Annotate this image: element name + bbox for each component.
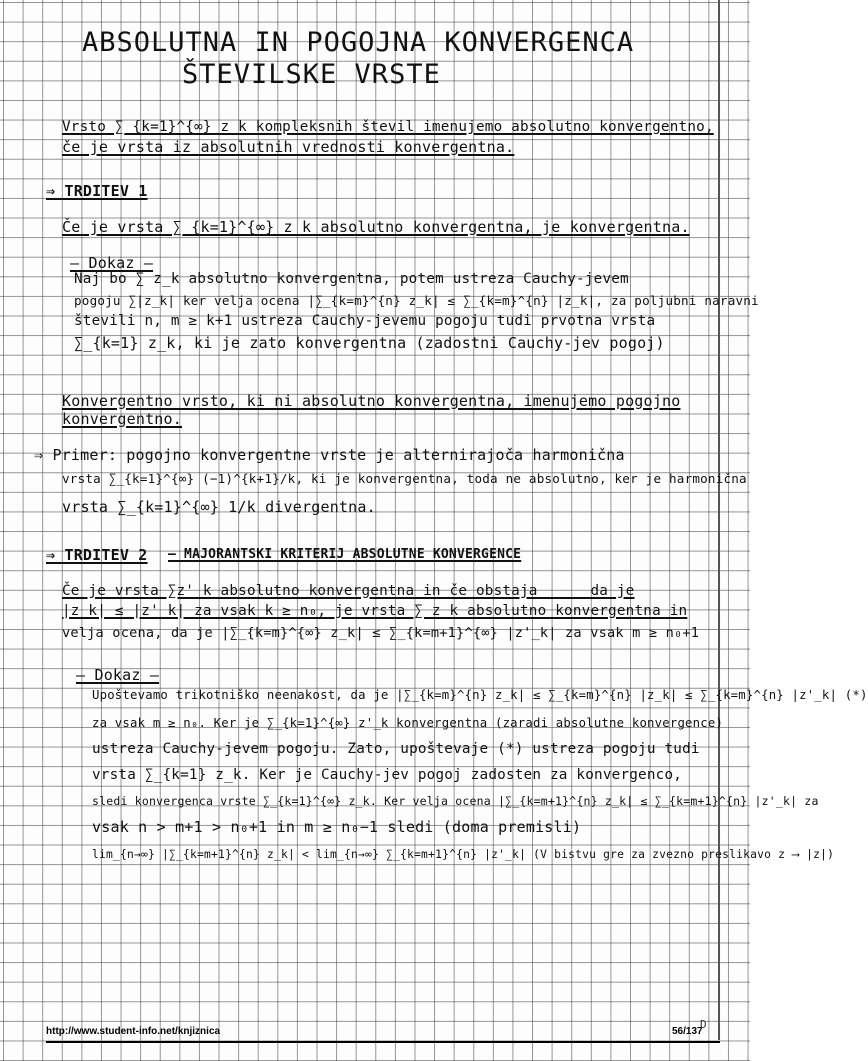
proof-2-line-1: Upoštevamo trikotniško neenakost, da je |∑_{k=m}^{n} z_k| ≤ ∑_{k=m}^{n} |z_k| ≤ ∑_{k=m}^{n} |z'_k| (*) (92, 688, 868, 702)
example-line-1: ⇒ Primer: pogojno konvergentne vrste je alternirajoča harmonična (34, 446, 625, 464)
proof-1-line-2: pogoju ∑|z_k| ker velja ocena |∑_{k=m}^{n} z_k| ≤ ∑_{k=m}^{n} |z_k|, za poljubni naravni (74, 293, 759, 308)
definition-2-line-2: konvergentno. (62, 410, 182, 428)
proof-2-line-3: ustreza Cauchy-jevem pogoju. Zato, upoštevaje (*) ustreza pogoju tudi (92, 741, 700, 757)
proof-2-line-5: sledi konvergenca vrste ∑_{k=1}^{∞} z_k. Ker velja ocena |∑_{k=m+1}^{n} z_k| ≤ ∑_{k=m+1}^{n} |z'_k| za (92, 794, 819, 808)
theorem-1-statement: Če je vrsta ∑_{k=1}^{∞} z_k absolutno konvergentna, je konvergentna. (62, 218, 690, 236)
margin-line (718, 0, 720, 1040)
theorem-2-line-3: velja ocena, da je |∑_{k=m}^{∞} z_k| ≤ ∑_{k=m+1}^{∞} |z'_k| za vsak m ≥ n₀+1 (62, 625, 700, 641)
title-line-2: ŠTEVILSKE VRSTE (182, 59, 441, 90)
definition-1-line-2: če je vrsta iz absolutnih vrednosti konvergentna. (62, 138, 515, 156)
theorem-1-label: ⇒ TRDITEV 1 (46, 182, 148, 200)
footer-page-number: 56/137 (672, 1026, 703, 1037)
proof-1-line-1: Naj bo ∑ z_k absolutno konvergentna, potem ustreza Cauchy-jevem (74, 271, 629, 287)
proof-2-line-6: vsak n > m+1 > n₀+1 in m ≥ n₀−1 sledi (doma premisli) (92, 818, 582, 836)
proof-2-line-4: vrsta ∑_{k=1} z_k. Ker je Cauchy-jev pogoj zadosten za konvergenco, (92, 767, 683, 783)
theorem-2-title: – MAJORANTSKI KRITERIJ ABSOLUTNE KONVERGENCE (168, 547, 522, 562)
theorem-2-line-2: |z_k| ≤ |z'_k| za vsak k ≥ n₀, je vrsta ∑ z_k absolutno konvergentna in (62, 603, 688, 619)
proof-2-line-7: lim_{n→∞} |∑_{k=m+1}^{n} z_k| < lim_{n→∞} ∑_{k=m+1}^{n} |z'_k| (V bistvu gre za zvezno preslikavo z ⟶ |z|) (92, 848, 835, 861)
definition-1-line-1: Vrsto ∑_{k=1}^{∞} z_k kompleksnih števil imenujemo absolutno konvergentno, (62, 119, 714, 135)
theorem-2-line-1: Če je vrsta ∑z'_k absolutno konvergentna in če obstaja ____ da je (62, 583, 635, 599)
proof-2-label: – Dokaz – (76, 666, 160, 684)
example-line-2: vrsta ∑_{k=1}^{∞} (−1)^{k+1}/k, ki je konvergentna, toda ne absolutno, ker je harmonična (62, 471, 747, 486)
proof-1-line-4: ∑_{k=1} z_k, ki je zato konvergentna (zadostni Cauchy-jev pogoj) (74, 334, 665, 352)
theorem-2-label: ⇒ TRDITEV 2 (46, 546, 148, 564)
example-line-3: vrsta ∑_{k=1}^{∞} 1/k divergentna. (62, 498, 376, 516)
title-line-1: ABSOLUTNA IN POGOJNA KONVERGENCA (82, 27, 635, 58)
corner-mark: D (700, 1018, 707, 1031)
definition-2-line-1: Konvergentno vrsto, ki ni absolutno konvergentna, imenujemo pogojno (62, 392, 681, 410)
bottom-rule (46, 1041, 720, 1043)
footer-url: http://www.student-info.net/knjiznica (46, 1026, 221, 1037)
proof-1-line-3: števili n, m ≥ k+1 ustreza Cauchy-jevemu pogoju tudi prvotna vrsta (74, 313, 656, 329)
proof-2-line-2: za vsak m ≥ n₀. Ker je ∑_{k=1}^{∞} z'_k konvergentna (zaradi absolutne konvergence) (92, 716, 724, 730)
proof-1-label: – Dokaz – (70, 254, 154, 272)
